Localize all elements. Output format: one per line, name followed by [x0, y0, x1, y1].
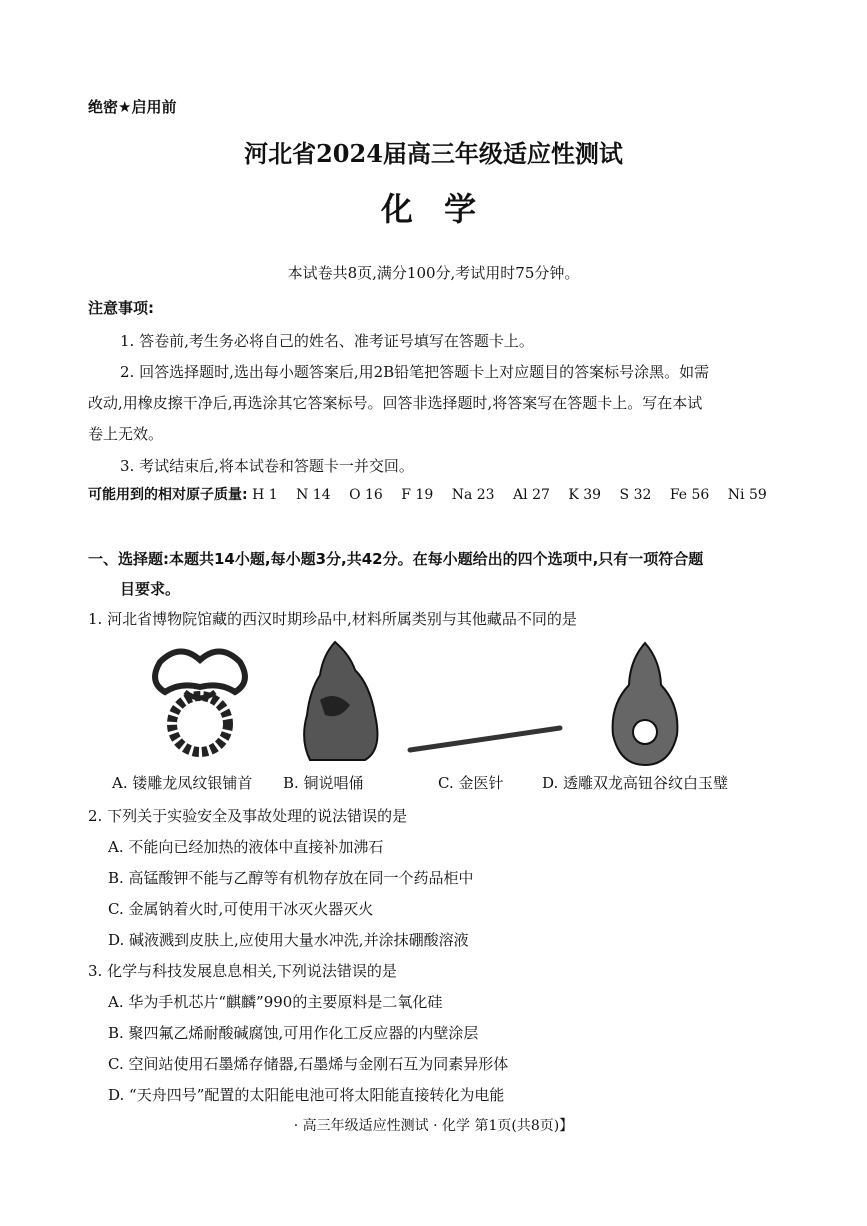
- notes-heading: 注意事项:: [88, 299, 154, 317]
- q1-option-c: C. 金医针: [438, 774, 504, 792]
- q2-option-b: B. 高锰酸钾不能与乙醇等有机物存放在同一个药品柜中: [108, 869, 474, 887]
- page-footer: · 高三年级适应性测试 · 化学 第1页(共8页)】: [293, 1118, 574, 1134]
- atomic-mass-item: Ni 59: [727, 487, 767, 503]
- q3-option-d: D. “天舟四号”配置的太阳能电池可将太阳能直接转化为电能: [108, 1086, 505, 1104]
- atomic-mass-item: O 16: [349, 487, 383, 503]
- exam-info: 本试卷共8页,满分100分,考试用时75分钟。: [287, 264, 580, 282]
- q2-option-a: A. 不能向已经加热的液体中直接补加沸石: [108, 838, 384, 856]
- q3-option-c: C. 空间站使用石墨烯存储器,石墨烯与金刚石互为同素异形体: [108, 1055, 509, 1073]
- atomic-mass-item: Na 23: [451, 487, 495, 503]
- q3-option-b: B. 聚四氟乙烯耐酸碱腐蚀,可用作化工反应器的内壁涂层: [108, 1024, 479, 1042]
- q2-option-c: C. 金属钠着火时,可使用干冰灭火器灭火: [108, 900, 374, 918]
- atomic-masses: [88, 484, 781, 504]
- q2-stem: 2. 下列关于实验安全及事故处理的说法错误的是: [88, 807, 408, 825]
- section-heading-line-1: 一、选择题:本题共14小题,每小题3分,共42分。在每小题给出的四个选项中,只有一项符合题: [88, 550, 704, 568]
- jade-bi-disc-image: [605, 640, 685, 770]
- atomic-mass-item: Fe 56: [669, 487, 710, 503]
- q1-option-d: D. 透雕双龙高钮谷纹白玉璧: [542, 774, 729, 792]
- exam-title: 河北省2024届高三年级适应性测试: [244, 139, 623, 168]
- atomic-mass-item: F 19: [401, 487, 434, 503]
- atomic-mass-item: K 39: [568, 487, 602, 503]
- atomic-mass-item: N 14: [296, 487, 331, 503]
- atomic-mass-item: S 32: [619, 487, 652, 503]
- gold-medical-needle-image: [405, 718, 565, 758]
- atomic-masses-label: 可能用到的相对原子质量:: [88, 487, 248, 503]
- note-item-2-line-1: 2. 回答选择题时,选出每小题答案后,用2B铅笔把答题卡上对应题目的答案标号涂黑。如需: [120, 363, 710, 381]
- note-item-2-line-2: 改动,用橡皮擦干净后,再选涂其它答案标号。回答非选择题时,将答案写在答题卡上。写在本试: [88, 394, 703, 412]
- q3-stem: 3. 化学与科技发展息息相关,下列说法错误的是: [88, 962, 397, 980]
- bronze-storyteller-figurine-image: [295, 640, 385, 765]
- q3-option-a: A. 华为手机芯片“麒麟”990的主要原料是二氧化硅: [108, 993, 443, 1011]
- confidential-label: 绝密★启用前: [88, 98, 177, 116]
- subject-title: 化 学: [380, 190, 487, 228]
- silver-door-knocker-image: [140, 642, 260, 762]
- q1-stem: 1. 河北省博物院馆藏的西汉时期珍品中,材料所属类别与其他藏品不同的是: [88, 610, 577, 628]
- q2-option-d: D. 碱液溅到皮肤上,应使用大量水冲洗,并涂抹硼酸溶液: [108, 931, 469, 949]
- q1-option-a: A. 镂雕龙凤纹银铺首: [112, 774, 253, 792]
- note-item-3: 3. 考试结束后,将本试卷和答题卡一并交回。: [120, 457, 414, 475]
- section-heading-line-2: 目要求。: [120, 580, 181, 598]
- note-item-2-line-3: 卷上无效。: [88, 425, 164, 443]
- note-item-1: 1. 答卷前,考生务必将自己的姓名、准考证号填写在答题卡上。: [120, 332, 534, 350]
- q1-option-b: B. 铜说唱俑: [283, 774, 364, 792]
- atomic-mass-item: Al 27: [513, 487, 550, 503]
- atomic-mass-item: H 1: [252, 487, 278, 503]
